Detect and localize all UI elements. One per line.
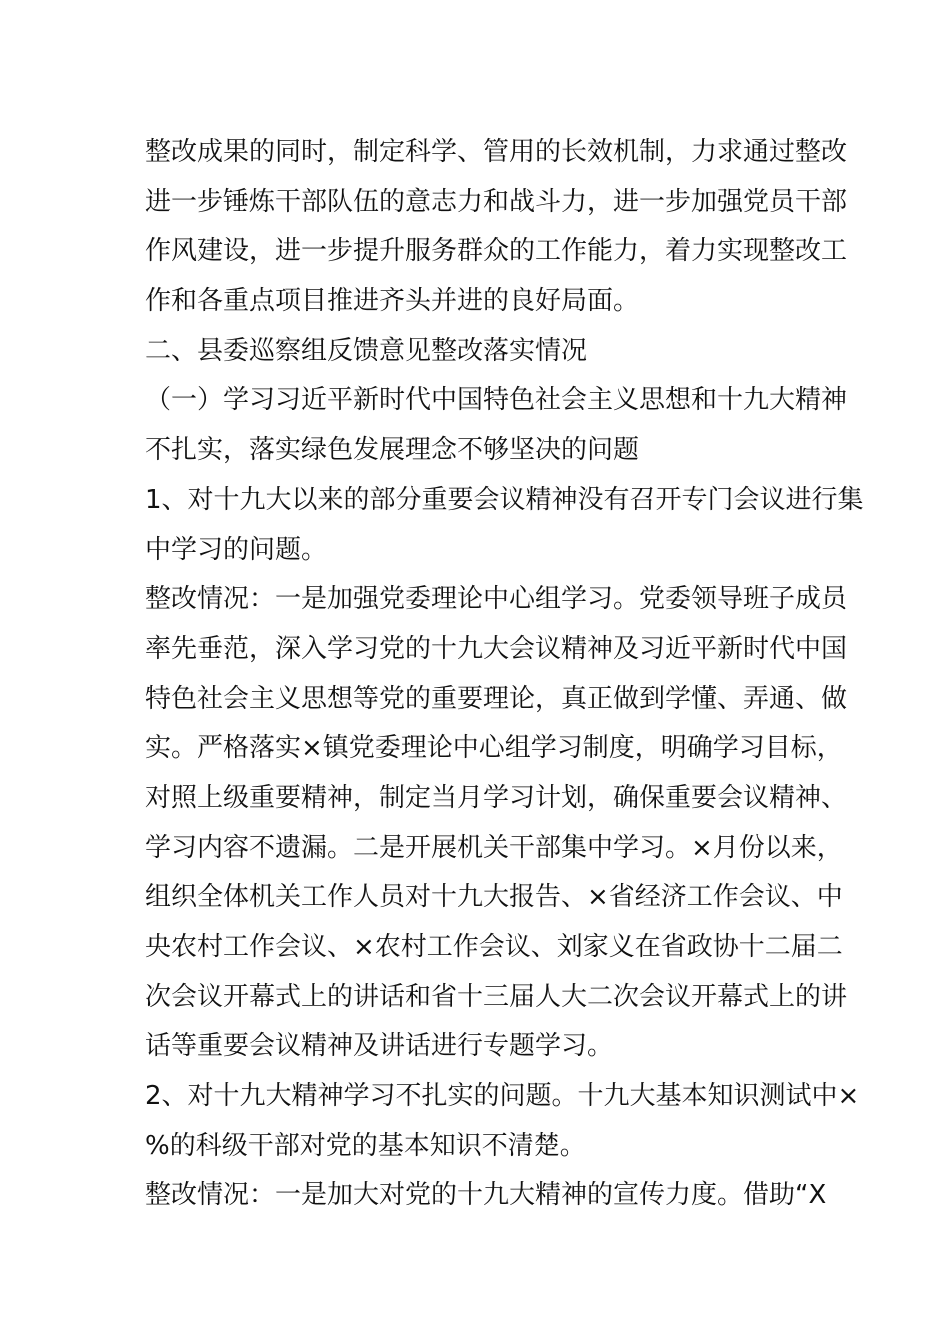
subsection-heading-line-1: （一）学习习近平新时代中国特色社会主义思想和十九大精神 xyxy=(145,385,848,416)
text-line-12: 特色社会主义思想等党的重要理论，真正做到学懂、弄通、做 xyxy=(145,683,848,714)
text-line-18: 次会议开幕式上的讲话和省十三届人大二次会议开幕式上的讲 xyxy=(145,981,848,1012)
text-line-11: 率先垂范，深入学习党的十九大会议精神及习近平新时代中国 xyxy=(145,633,848,664)
document-body xyxy=(145,128,864,1221)
text-line-22: 整改情况：一是加大对党的十九大精神的宣传力度。借助“X xyxy=(145,1180,827,1211)
text-line-4: 作和各重点项目推进齐头并进的良好局面。 xyxy=(145,286,640,317)
text-line-2: 进一步锤炼干部队伍的意志力和战斗力，进一步加强党员干部 xyxy=(145,186,848,217)
text-line-3: 作风建设，进一步提升服务群众的工作能力，着力实现整改工 xyxy=(145,236,848,267)
item-1-line-1: 1、对十九大以来的部分重要会议精神没有召开专门会议进行集 xyxy=(145,484,864,515)
text-line-13: 实。严格落实×镇党委理论中心组学习制度，明确学习目标， xyxy=(145,733,843,764)
text-line-1: 整改成果的同时，制定科学、管用的长效机制，力求通过整改 xyxy=(145,137,848,167)
text-line-10: 整改情况：一是加强党委理论中心组学习。党委领导班子成员 xyxy=(145,584,848,615)
text-line-15: 学习内容不遗漏。二是开展机关干部集中学习。×月份以来， xyxy=(145,832,843,863)
item-2-line-1: 2、对十九大精神学习不扎实的问题。十九大基本知识测试中× xyxy=(145,1081,860,1112)
text-line-17: 央农村工作会议、×农村工作会议、刘家义在省政协十二届二 xyxy=(145,932,843,962)
item-2-line-2: %的科级干部对党的基本知识不清楚。 xyxy=(145,1130,586,1161)
item-1-line-2: 中学习的问题。 xyxy=(145,534,328,565)
text-line-19: 话等重要会议精神及讲话进行专题学习。 xyxy=(145,1031,614,1062)
text-line-14: 对照上级重要精神，制定当月学习计划，确保重要会议精神、 xyxy=(145,782,848,813)
text-line-16: 组织全体机关工作人员对十九大报告、×省经济工作会议、中 xyxy=(145,882,843,913)
subsection-heading-line-2: 不扎实，落实绿色发展理念不够坚决的问题 xyxy=(145,435,640,466)
section-heading: 二、县委巡察组反馈意见整改落实情况 xyxy=(145,335,588,366)
